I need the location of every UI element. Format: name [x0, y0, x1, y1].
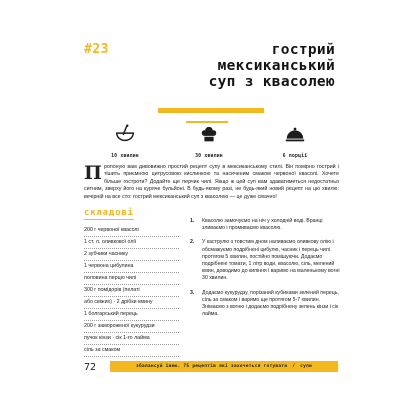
- recipe-number: #23: [84, 42, 109, 57]
- heading-rule: [84, 219, 134, 220]
- stat-label: 6 порції: [282, 154, 308, 159]
- running-footer: [110, 361, 338, 372]
- page-number: 72: [84, 362, 97, 373]
- ingredients-list: [84, 225, 179, 357]
- ingredient-item: пучок кінзи · сік 1-го лайма: [84, 333, 179, 345]
- recipe-page: [70, 28, 345, 383]
- ingredient-item: 300 г помідорів (пелаті: [84, 285, 179, 297]
- step-text: Квасолю замочуємо на ніч у холодній воді. Вранці зливаємо і промиваємо квасолю.: [202, 218, 323, 232]
- instruction-step: [190, 218, 340, 232]
- instructions: [190, 218, 340, 325]
- prep-time-stat: [100, 123, 150, 159]
- instruction-step: [190, 290, 340, 319]
- intro-paragraph: [84, 164, 339, 201]
- ingredient-item: 200 г червоної квасолі: [84, 225, 179, 237]
- chef-hat-icon: [198, 123, 220, 145]
- recipe-title: [130, 42, 335, 90]
- stat-label: 30 хвилин: [195, 154, 223, 159]
- intro-text: ропоную вам дивовижно простий рецепт супу в мексиканському стилі. Він помірно гострий і тішить приємною цитрусовою кислинкою та насиченим смаком червоної квасолі. Хочете більше гостроти? Додайте ще перчик чилі. Якщо ж цей суп вам здаватиметься недостатньо ситним, зверху його на куряче бульйоні. В будь-якому разі, не будь-який новий рецепт на цю хвилю: вечірній на все сто: гострий мексиканський суп з квасолею — це дуже смачно!: [84, 164, 339, 200]
- instruction-step: [190, 239, 340, 282]
- section-name: супи: [300, 364, 313, 369]
- title-line: гострий: [271, 42, 335, 58]
- footer-separator: /: [292, 364, 296, 369]
- step-number: 2.: [190, 239, 195, 246]
- book-title: збалансуй їжею. 75 рецептів які захочеться готувати: [135, 364, 288, 369]
- servings-stat: [270, 123, 320, 159]
- ingredient-item: 200 г замороженої кукурудзи: [84, 321, 179, 333]
- step-text: У каструлю з товстим дном наливаємо оливкову олію і обсмажуємо подрібнені цибулю, часник і перець чилі протягом 5 хвилин, постійно помішуючи. Додаємо подрібнені томати, 1 літр води, квасолю, сіль, мелений кмин, доводимо до кипіння і варимо на маленькому вогні 30 хвилин.: [202, 239, 340, 282]
- ingredient-item: сіль за смаком: [84, 345, 179, 357]
- step-number: 1.: [190, 218, 195, 224]
- mixing-bowl-icon: [114, 123, 136, 145]
- cook-time-stat: [184, 123, 234, 159]
- ingredient-item: 1 болгарський перець: [84, 309, 179, 321]
- stat-label: 10 хвилин: [111, 154, 139, 159]
- ingredient-item: або свіжих) · 2 дрібки кмину: [84, 297, 179, 309]
- dropcap: П: [84, 162, 102, 184]
- title-underline: [158, 108, 264, 113]
- step-text: Додаємо кукурудзу, порізаний кубиками зелений перець, сіль за смаком і варимо ще протягом 5-7 хвилин. Знімаємо з вогню і додаємо подрібнену зелень кінзи і сік лайма.: [202, 289, 339, 318]
- ingredient-item: половина перцю чилі: [84, 273, 179, 285]
- ingredient-item: 1 червона цибулина: [84, 261, 179, 273]
- step-number: 3.: [190, 289, 195, 296]
- title-line: суп з квасолею: [208, 74, 335, 90]
- ingredients-heading: складові: [84, 208, 134, 218]
- ingredient-item: 2 зубчики часнику: [84, 249, 179, 261]
- title-line: мексиканський: [217, 58, 335, 74]
- serving-cloche-icon: [284, 123, 306, 145]
- ingredient-item: 1 ст. л. оливкової олії: [84, 237, 179, 249]
